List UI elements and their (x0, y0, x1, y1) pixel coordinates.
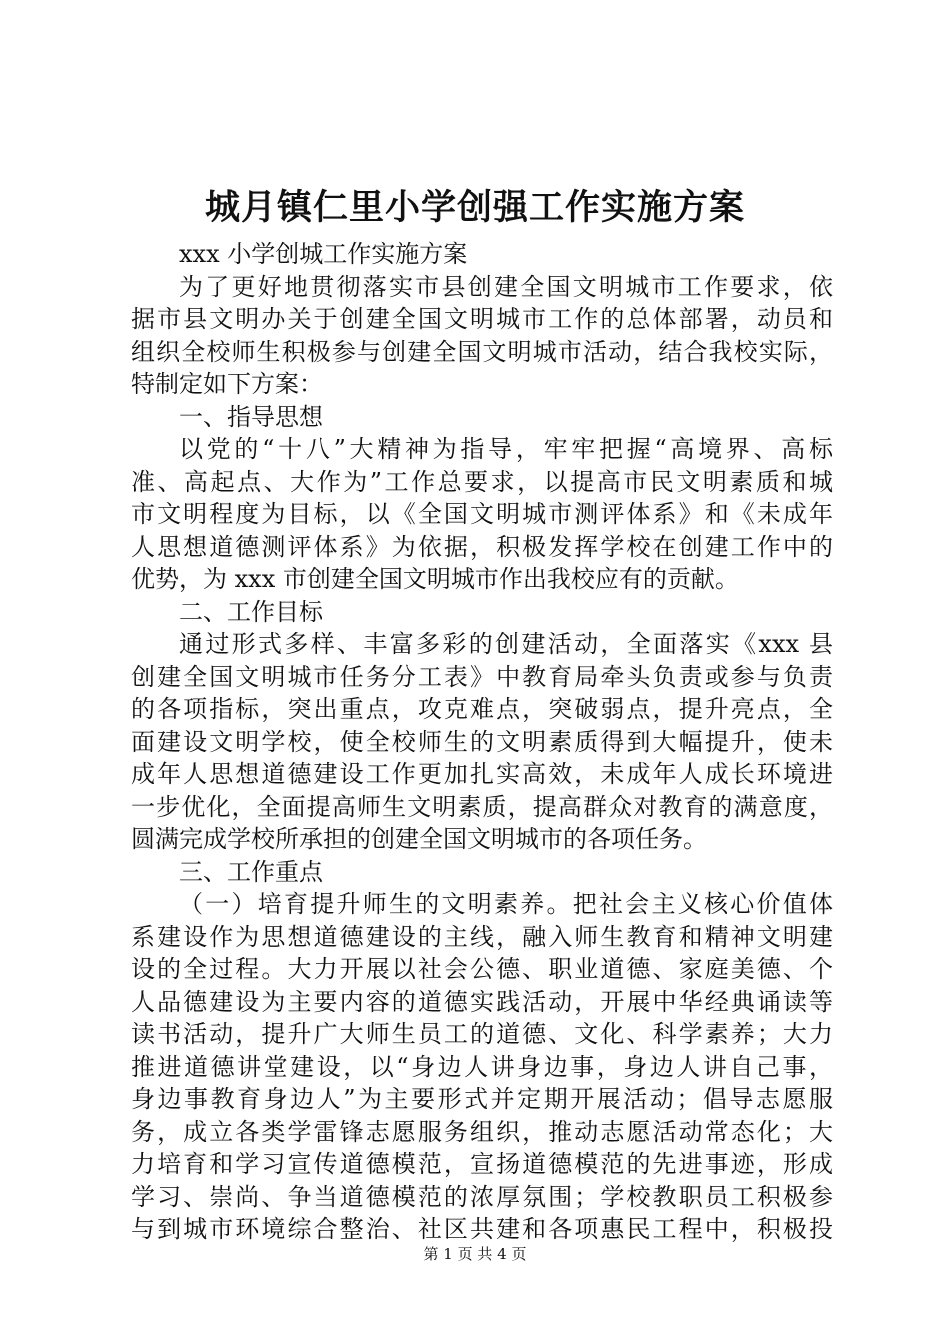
text-line: 的各项指标，突出重点，攻克难点，突破弱点，提升亮点，全 (131, 695, 833, 723)
text-line: 二、工作目标 (179, 597, 323, 626)
text-line: 务，成立各类学雷锋志愿服务组织，推动志愿活动常态化；大 (131, 1117, 833, 1146)
text-line: 组织全校师生积极参与创建全国文明城市活动，结合我校实际， (131, 337, 833, 366)
text-line: 特制定如下方案： (131, 370, 323, 398)
text-line: 设的全过程。大力开展以社会公德、职业道德、家庭美德、个 (131, 955, 833, 983)
text-line: 为了更好地贯彻落实市县创建全国文明城市工作要求，依 (179, 272, 833, 301)
text-line: 力培育和学习宣传道德模范，宣扬道德模范的先进事迹，形成 (131, 1150, 833, 1178)
text-line: 以党的“十八”大精神为指导，牢牢把握“高境界、高标 (179, 435, 833, 463)
page-footer: 第 1 页 共 4 页 (423, 1245, 527, 1263)
text-line: 一步优化，全面提高师生文明素质，提高群众对教育的满意度， (131, 792, 833, 821)
document-title: 城月镇仁里小学创强工作实施方案 (204, 188, 745, 228)
text-line: 系建设作为思想道德建设的主线，融入师生教育和精神文明建 (131, 922, 833, 951)
text-line: 优势，为 xxx 市创建全国文明城市作出我校应有的贡献。 (131, 565, 739, 593)
text-line: 通过形式多样、丰富多彩的创建活动，全面落实《xxx 县 (179, 630, 833, 658)
text-line: 三、工作重点 (179, 857, 323, 886)
text-line: 圆满完成学校所承担的创建全国文明城市的各项任务。 (131, 825, 707, 853)
text-line: 学习、崇尚、争当道德模范的浓厚氛围；学校教职员工积极参 (131, 1182, 833, 1211)
text-line: 市文明程度为目标，以《全国文明城市测评体系》和《未成年 (131, 500, 833, 528)
text-line: 成年人思想道德建设工作更加扎实高效，未成年人成长环境进 (131, 760, 833, 788)
text-line: 人品德建设为主要内容的道德实践活动，开展中华经典诵读等 (131, 987, 833, 1016)
text-line: （一）培育提升师生的文明素养。把社会主义核心价值体 (179, 890, 833, 918)
text-line: 面建设文明学校，使全校师生的文明素质得到大幅提升，使未 (131, 727, 833, 756)
document-body (131, 238, 833, 1246)
text-line: xxx 小学创城工作实施方案 (179, 240, 468, 268)
text-line: 推进道德讲堂建设，以“身边人讲身边事，身边人讲自己事， (131, 1052, 833, 1081)
text-line: 人思想道德测评体系》为依据，积极发挥学校在创建工作中的 (131, 532, 833, 561)
text-line: 与到城市环境综合整治、社区共建和各项惠民工程中，积极投 (131, 1215, 833, 1243)
text-line: 身边事教育身边人”为主要形式并定期开展活动；倡导志愿服 (131, 1085, 833, 1113)
text-line: 准、高起点、大作为”工作总要求，以提高市民文明素质和城 (131, 467, 833, 496)
text-line: 一、指导思想 (179, 402, 323, 431)
text-line: 创建全国文明城市任务分工表》中教育局牵头负责或参与负责 (131, 662, 833, 691)
text-line: 据市县文明办关于创建全国文明城市工作的总体部署，动员和 (131, 305, 833, 333)
text-line: 读书活动，提升广大师生员工的道德、文化、科学素养；大力 (131, 1020, 833, 1048)
